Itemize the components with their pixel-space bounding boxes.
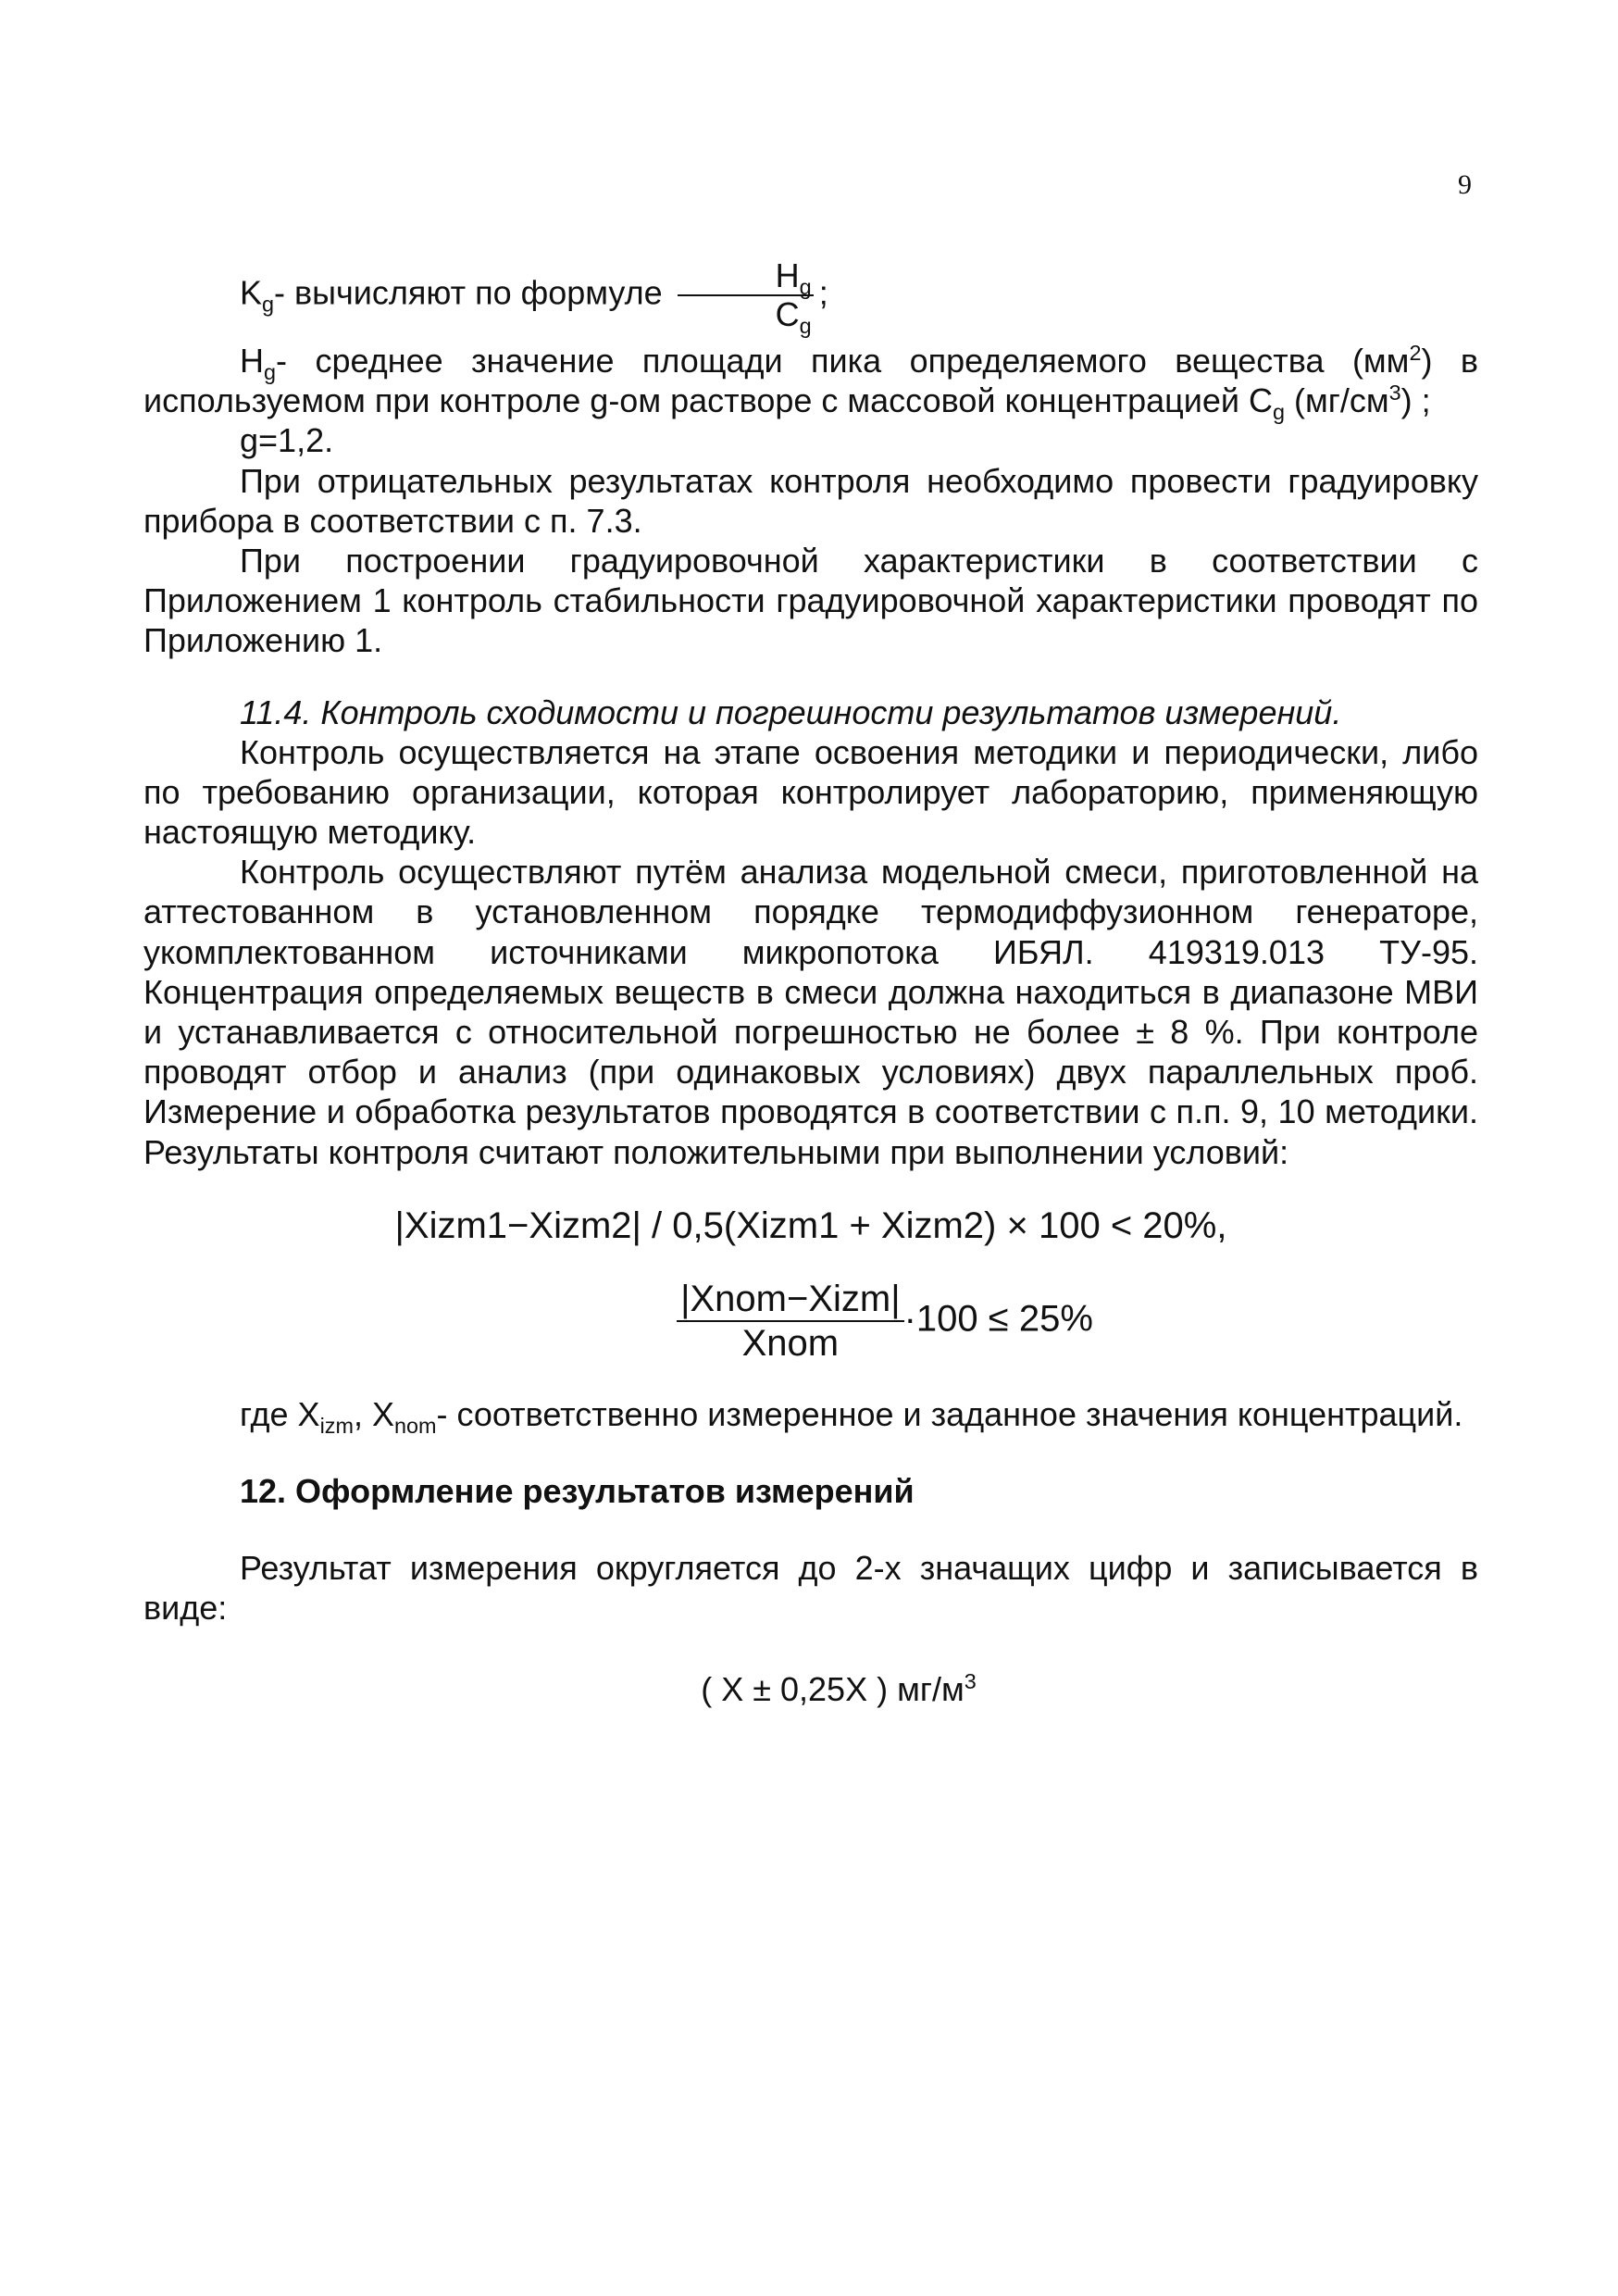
section-11-4-heading: 11.4. Контроль сходимости и погрешности результатов измерений. <box>240 693 1342 731</box>
document-body <box>143 256 1478 1709</box>
section-11-4-paragraph-1: Контроль осуществляется на этапе освоения методики и периодически, либо по требованию организации, которая контролирует лабораторию, применяющую настоящую методику. <box>143 732 1478 852</box>
section-11-4-paragraph-2: Контроль осуществляют путём анализа модельной смеси, приготовленной на аттестованном в установленном порядке термодиффузионном генераторе, укомплектованном источниками микропотока ИБЯЛ. 419319.013 ТУ-95. Концентрация определяемых веществ в смеси должна находиться в диапазоне МВИ и устанавливается с относительной погрешностью не более ± 8 %. При контроле проводят отбор и анализ (при одинаковых условиях) двух параллельных проб. Измерение и обработка результатов проводятся в соответствии с п.п. 9, 10 методики. Результаты контроля считают положительными при выполнении условий: <box>143 853 1478 1171</box>
section-12-paragraph: Результат измерения округляется до 2-х значащих цифр и записывается в виде: <box>143 1549 1478 1628</box>
page-number: 9 <box>1458 169 1472 200</box>
where-definition: где $X_{izm}$, $X_{nom}-$ соответственно измеренное и заданное значения концентраций. <box>240 1394 1463 1438</box>
g-values: g=1,2. <box>240 421 334 460</box>
accuracy-formula <box>143 1279 1478 1363</box>
result-format-formula: ( X ± 0,25X ) $мг/м^3$ <box>701 1668 977 1708</box>
hg-definition: $H_g-$ среднее значение площади пика определяемого вещества $(мм^2)$ в используемом при контроле g-ом растворе с массовой концентрацией $C_g$ $(мг/см^3)$ ; <box>143 341 1478 425</box>
kg-formula-fraction: $\frac{H_g}{C_g}$ <box>678 259 814 331</box>
section-12-heading: 12. Оформление результатов измерений <box>240 1471 915 1510</box>
paragraph-negative-results: При отрицательных результатах контроля необходимо провести градуировку прибора в соответствии с п. 7.3. <box>143 461 1478 540</box>
paragraph-appendix: При построении градуировочной характеристики в соответствии с Приложением 1 контроль стабильности градуировочной характеристики проводят по Приложению 1. <box>143 541 1478 660</box>
kg-definition: $K_g-$ вычисляют по формуле $\frac{H_g}{C_g}$ ; <box>240 256 828 339</box>
accuracy-formula-tail: ·100 ≤ 25% <box>903 1298 1093 1340</box>
convergence-formula: |Xizm1−Xizm2| / 0,5(Xizm1 + Xizm2) × 100 < 20%, <box>394 1204 1227 1246</box>
accuracy-formula-fraction: $\frac{\text{|Xnom−Xizm|}}{\text{Xnom}}$ <box>677 1279 904 1363</box>
